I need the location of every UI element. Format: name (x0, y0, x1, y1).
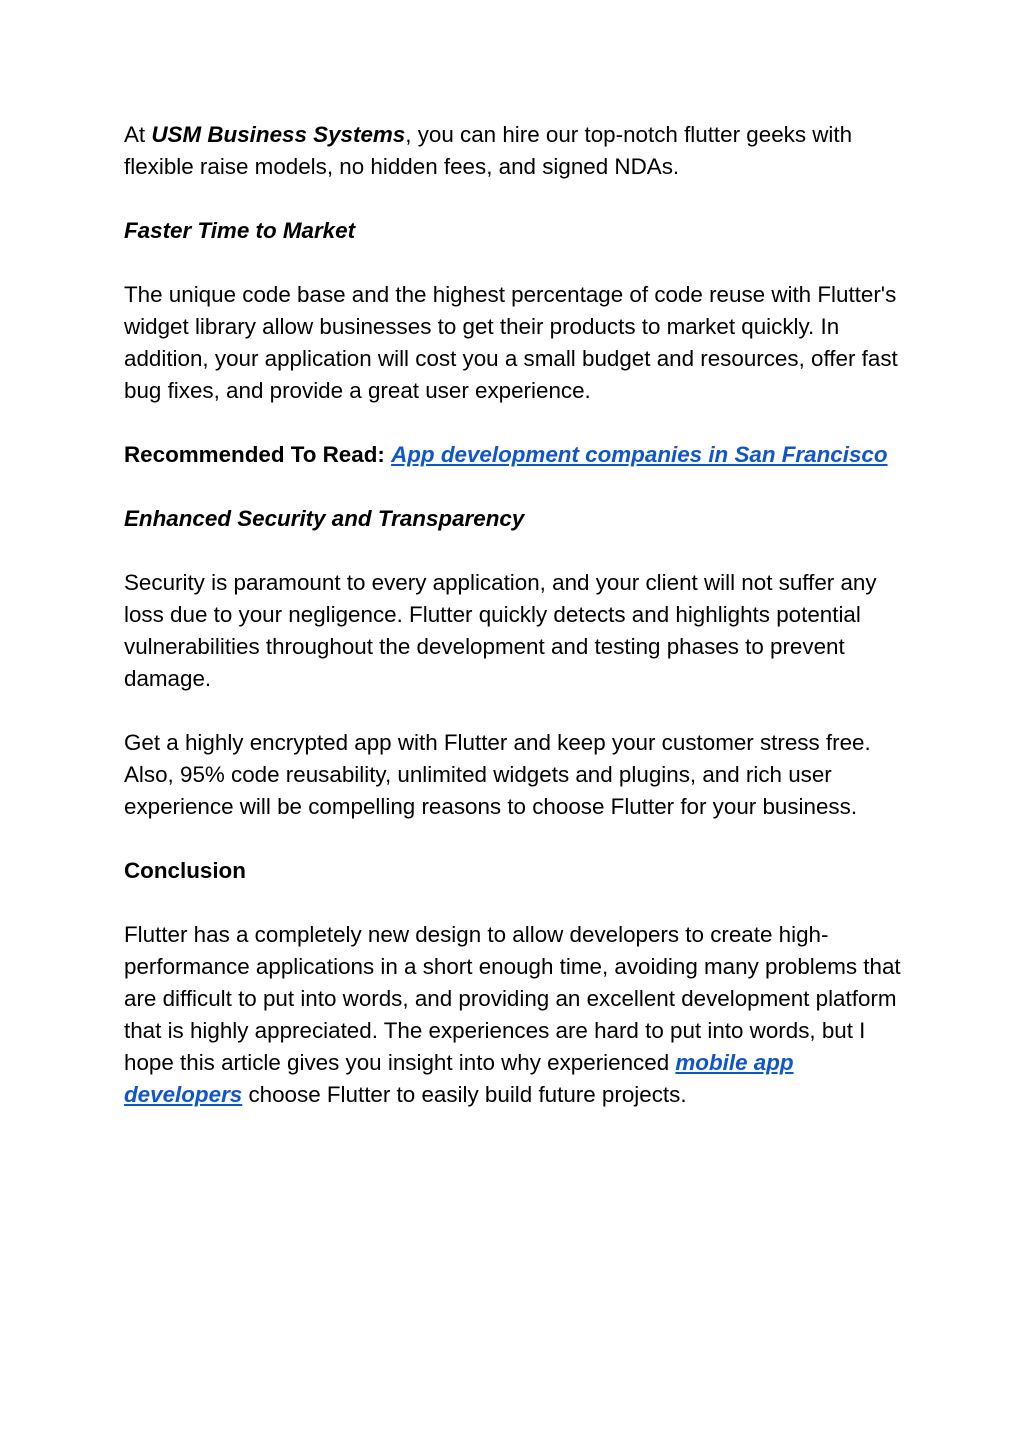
conclusion-text-after-link: choose Flutter to easily build future projects. (242, 1082, 687, 1107)
faster-time-paragraph: The unique code base and the highest percentage of code reuse with Flutter's widget library allow businesses to get their products to market quickly. In addition, your application will cost you a small budget and resources, offer fast bug fixes, and provide a great user experience. (124, 282, 898, 403)
intro-prefix: At (124, 122, 152, 147)
security-paragraph-2: Get a highly encrypted app with Flutter and keep your customer stress free. Also, 95% code reusability, unlimited widgets and plugins, and rich user experience will be compelling reasons to choose Flutter for your business. (124, 730, 871, 819)
heading-faster-time-to-market: Faster Time to Market (124, 218, 356, 243)
recommended-label: Recommended To Read: (124, 442, 392, 467)
conclusion-text-before-link: Flutter has a completely new design to allow developers to create high-performance applications in a short enough time, avoiding many problems that are difficult to put into words, and providing an excellent development platform that is highly appreciated. The experiences are hard to put into words, but I hope this article gives you insight into why experienced (124, 922, 901, 1075)
company-name: USM Business Systems (151, 122, 406, 147)
recommended-link[interactable]: App development companies in San Francisco (391, 442, 888, 467)
mobile-app-developers-link[interactable]: mobile app developers (124, 1050, 794, 1107)
heading-enhanced-security: Enhanced Security and Transparency (124, 506, 525, 531)
heading-conclusion: Conclusion (124, 858, 246, 883)
intro-paragraph (124, 119, 904, 183)
document-page (124, 119, 904, 1111)
intro-suffix: , you can hire our top-notch flutter geeks with flexible raise models, no hidden fees, and signed NDAs. (124, 122, 853, 179)
conclusion-paragraph (124, 919, 904, 1111)
security-paragraph-1: Security is paramount to every application, and your client will not suffer any loss due to your negligence. Flutter quickly detects and highlights potential vulnerabilities throughout the development and testing phases to prevent damage. (124, 570, 877, 691)
recommended-paragraph (124, 439, 904, 471)
